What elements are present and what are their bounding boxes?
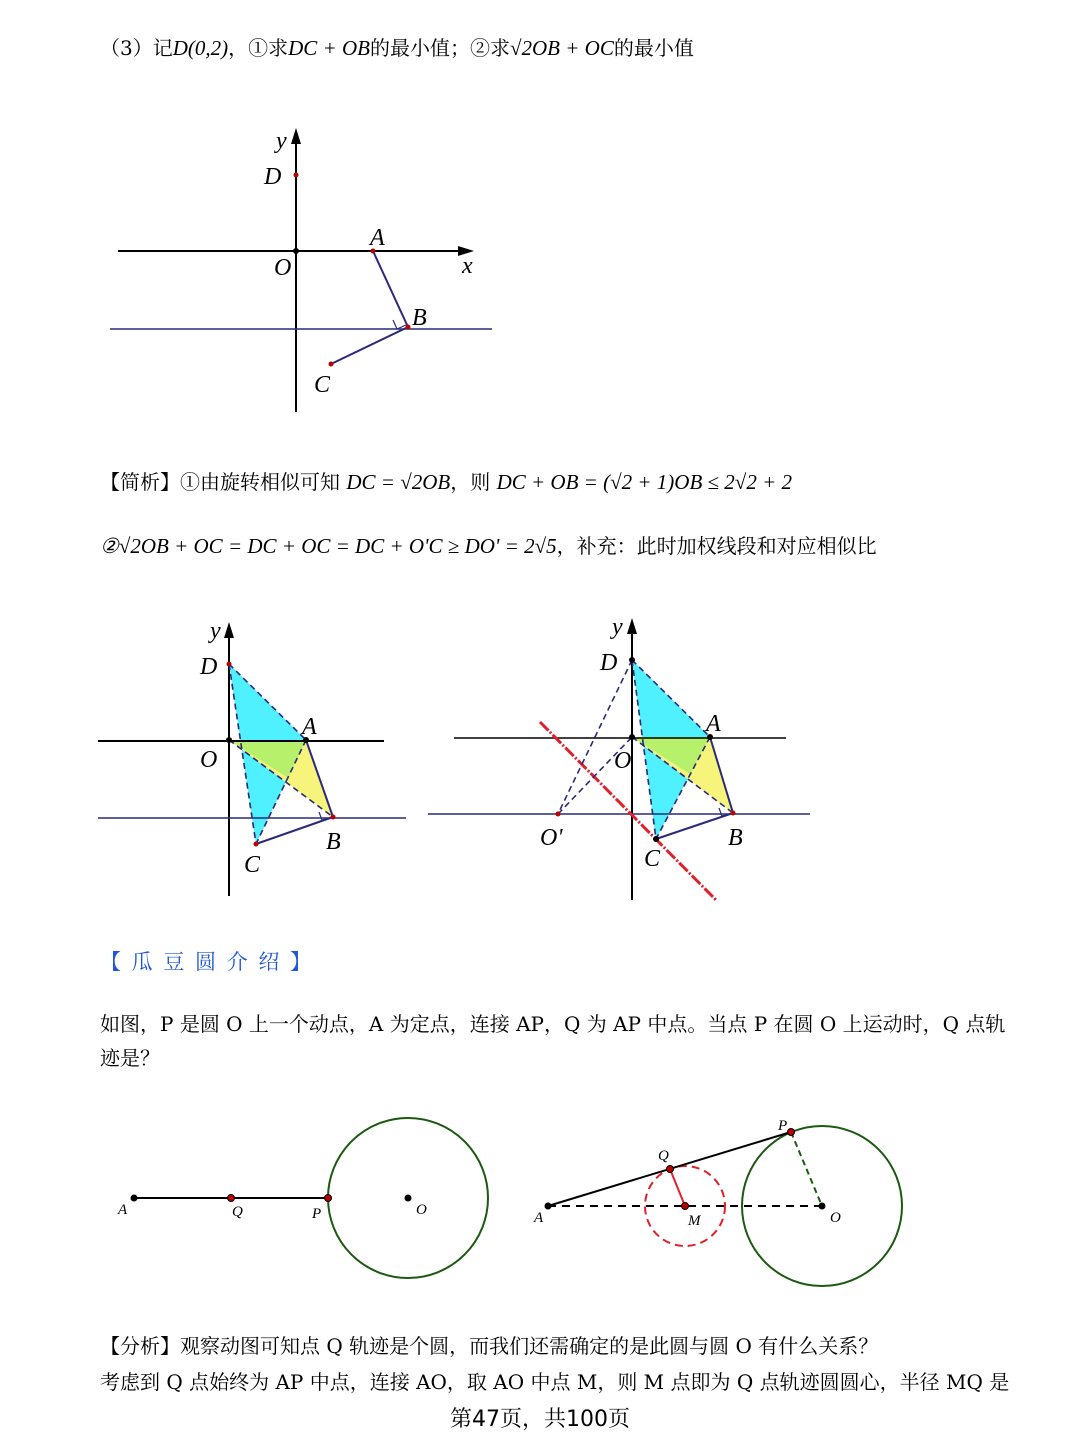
point-o [226, 737, 232, 743]
label-y: y [276, 128, 287, 154]
point-d: D(0,2) [172, 36, 229, 60]
label-q: Q [232, 1204, 243, 1220]
label-d: D [264, 164, 282, 190]
figure-coordinate-2 [96, 612, 416, 902]
section-title: 【 瓜 豆 圆 介 绍 】 [100, 950, 314, 974]
analysis2-line-1 [100, 1330, 878, 1359]
segment-bc [256, 817, 333, 844]
page-footer: 第47页，共100页 [450, 1407, 630, 1432]
label-p: P [778, 1118, 788, 1134]
analysis2-text-1: 观察动图可知点 Q 轨迹是个圆，而我们还需确定的是此圆与圆 O 有什么关系？ [180, 1334, 879, 1358]
label-o: O [416, 1202, 427, 1218]
point-c [329, 362, 334, 367]
point-p [788, 1129, 795, 1136]
point-o [293, 248, 299, 254]
point-d [629, 657, 635, 663]
point-o [819, 1203, 826, 1210]
right-angle-mark [393, 320, 406, 329]
label-y: y [612, 614, 623, 640]
label-a: A [118, 1202, 128, 1218]
task1-suffix: 的最小值；②求 [369, 36, 510, 60]
point-d [227, 662, 232, 667]
label-b: B [326, 829, 341, 855]
label-b: B [728, 825, 743, 851]
analysis-text-1: ①由旋转相似可知 [180, 470, 340, 494]
label-c: C [244, 852, 261, 878]
point-c [653, 836, 659, 842]
analysis-expr-1: DC = √2OB [346, 470, 451, 494]
task2-suffix: 的最小值 [613, 36, 694, 60]
label-a: A [302, 714, 317, 740]
y-arrow-icon [224, 622, 234, 638]
analysis-tag: 【简析】 [100, 470, 180, 494]
point-a [131, 1195, 138, 1202]
point-a [545, 1203, 552, 1210]
figure-coordinate-3 [424, 610, 824, 910]
label-y: y [210, 618, 221, 644]
label-c: C [314, 372, 331, 398]
y-arrow-icon [627, 618, 637, 634]
label-q: Q [658, 1148, 669, 1164]
point-o-prime [556, 812, 561, 817]
point-b [406, 325, 411, 330]
analysis-text-2: ，则 [450, 470, 491, 494]
label-x: x [462, 253, 473, 279]
segment-bc [331, 327, 408, 364]
label-a: A [370, 225, 385, 251]
point-q [228, 1195, 235, 1202]
label-b: B [412, 305, 427, 331]
question-line [100, 32, 694, 61]
label-o: O [830, 1210, 841, 1226]
figure-coordinate-1 [100, 120, 520, 420]
point-c [254, 842, 259, 847]
analysis-note: ，补充：此时加权线段和对应相似比 [556, 534, 877, 558]
point-q [667, 1166, 674, 1173]
point-m [682, 1203, 689, 1210]
segment-do-prime [558, 660, 632, 814]
analysis2-line-2: 考虑到 Q 点始终为 AP 中点，连接 AO，取 AO 中点 M，则 M 点即为 Q 点轨迹圆圆心，半径 MQ 是 [100, 1370, 1010, 1394]
point-d [294, 173, 299, 178]
label-p: P [312, 1206, 322, 1222]
point-b [731, 811, 736, 816]
point-o [629, 734, 635, 740]
label-m: M [688, 1213, 701, 1229]
point-b [331, 815, 336, 820]
point-p [325, 1195, 332, 1202]
analysis-expr-2: DC + OB = (√2 + 1)OB ≤ 2√2 + 2 [496, 470, 792, 494]
analysis-line-1 [100, 466, 792, 495]
label-d: D [600, 650, 618, 676]
analysis2-tag: 【分析】 [100, 1334, 180, 1358]
label-a: A [534, 1210, 544, 1226]
intro-line-1: 如图，P 是圆 O 上一个动点，A 为定点，连接 AP，Q 为 AP 中点。当点 P 在圆 O 上运动时，Q 点轨 [100, 1012, 1006, 1036]
segment-ab [373, 251, 408, 327]
label-d: D [200, 654, 218, 680]
segment-qm [670, 1169, 685, 1206]
point-o [405, 1195, 412, 1202]
figure-circle-2 [520, 1108, 920, 1298]
task2-expr: √2OB + OC [509, 36, 614, 60]
intro-line-2: 迹是？ [100, 1046, 160, 1070]
label-c: C [644, 846, 661, 872]
segment-po [791, 1132, 822, 1206]
y-arrow-icon [291, 128, 301, 144]
label-o-prime: O' [540, 825, 563, 851]
task1-prefix: ，①求 [228, 36, 289, 60]
label-o: O [614, 748, 632, 774]
part-label: （3）记 [100, 36, 173, 60]
label-o: O [200, 747, 218, 773]
label-a: A [706, 711, 721, 737]
analysis-line-2 [100, 530, 877, 559]
task1-expr: DC + OB [288, 36, 370, 60]
label-o: O [274, 255, 292, 281]
analysis-expr-3: ②√2OB + OC = DC + OC = DC + O'C ≥ DO' = 2√5 [100, 534, 557, 558]
figure-circle-1 [110, 1110, 510, 1290]
